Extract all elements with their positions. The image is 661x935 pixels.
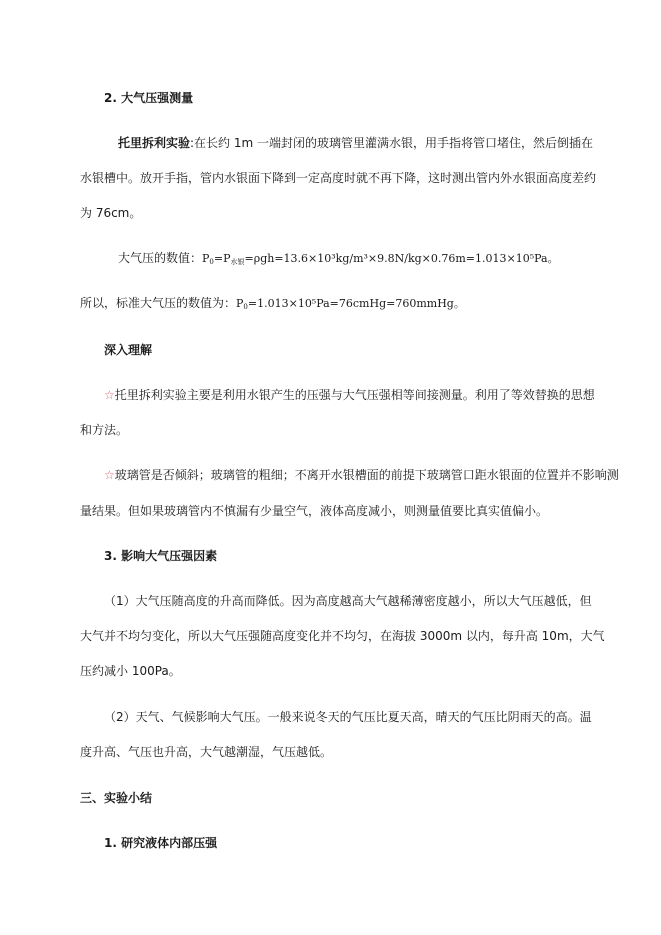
formula-mercury-sub: 水银 [230, 258, 245, 266]
formula-p-sub: 0 [209, 258, 214, 266]
heading-pressure-factors: 3. 影响大气压强因素 [104, 549, 218, 563]
heading-liquid-pressure: 1. 研究液体内部压强 [104, 836, 218, 850]
formula-eq: =P [213, 252, 231, 265]
heading-pressure-measurement: 2. 大气压强测量 [104, 91, 194, 105]
torricelli-line-2: 水银槽中。放开手指，管内水银面下降到一定高度时就不再下降，这时测出管内外水银面高度差约 [80, 171, 597, 185]
formula-p: P [202, 252, 210, 265]
standard-pressure-text: 所以，标准大气压的数值为： [80, 296, 237, 310]
deep-point-2-line-1 [104, 467, 619, 483]
deep-point-2-line-2: 量结果。但如果玻璃管内不慎漏有少量空气，液体高度减小，则测量值要比真实值偏小。 [80, 504, 549, 518]
factor-2-line-2: 度升高、气压也升高，大气越潮湿，气压越低。 [80, 745, 333, 759]
star-icon: ☆ [104, 468, 115, 482]
std-formula-p: P [236, 297, 244, 310]
torricelli-line-3: 为 76cm。 [80, 206, 142, 220]
star-icon: ☆ [104, 388, 115, 402]
std-formula-p-sub: 0 [243, 303, 248, 311]
heading-experiment-summary: 三、实验小结 [80, 791, 153, 805]
factor-1-line-2: 大气并不均匀变化，所以大气压强随高度变化并不均匀，在海拔 3000m 以内，每升高 10m，大气 [80, 629, 605, 643]
factor-1-line-3: 压约减小 100Pa。 [80, 664, 181, 678]
standard-pressure-formula [236, 297, 465, 310]
heading-deep-understanding: 深入理解 [104, 343, 153, 357]
standard-pressure-line [80, 295, 465, 315]
factor-1-line-1: （1）大气压随高度的升高而降低。因为高度越高大气越稀薄密度越小，所以大气压越低，但 [104, 594, 592, 608]
deep-point-1-line-2: 和方法。 [80, 423, 129, 437]
std-formula-rest: =1.013×10⁵Pa=76cmHg=760mmHg。 [247, 297, 465, 310]
pressure-value-formula [202, 252, 559, 265]
torricelli-label: 托里拆利实验 [118, 136, 191, 150]
torricelli-line-1 [118, 135, 593, 151]
formula-rest: =ρgh=13.6×10³kg/m³×9.8N/kg×0.76m=1.013×10⁵Pa。 [244, 252, 559, 265]
pressure-value-line [118, 250, 559, 270]
factor-2-line-1: （2）天气、气候影响大气压。一般来说冬天的气压比夏天高，晴天的气压比阴雨天的高。温 [104, 710, 592, 724]
deep-point-1-text: 托里拆利实验主要是利用水银产生的压强与大气压强相等间接测量。利用了等效替换的思想 [114, 388, 595, 402]
pressure-value-label: 大气压的数值： [118, 251, 203, 265]
torricelli-text-1: :在长约 1m 一端封闭的玻璃管里灌满水银，用手指将管口堵住，然后倒插在 [190, 136, 594, 150]
deep-point-2-text: 玻璃管是否倾斜；玻璃管的粗细；不离开水银槽面的前提下玻璃管口距水银面的位置并不影响测 [114, 468, 619, 482]
deep-point-1-line-1 [104, 387, 595, 403]
